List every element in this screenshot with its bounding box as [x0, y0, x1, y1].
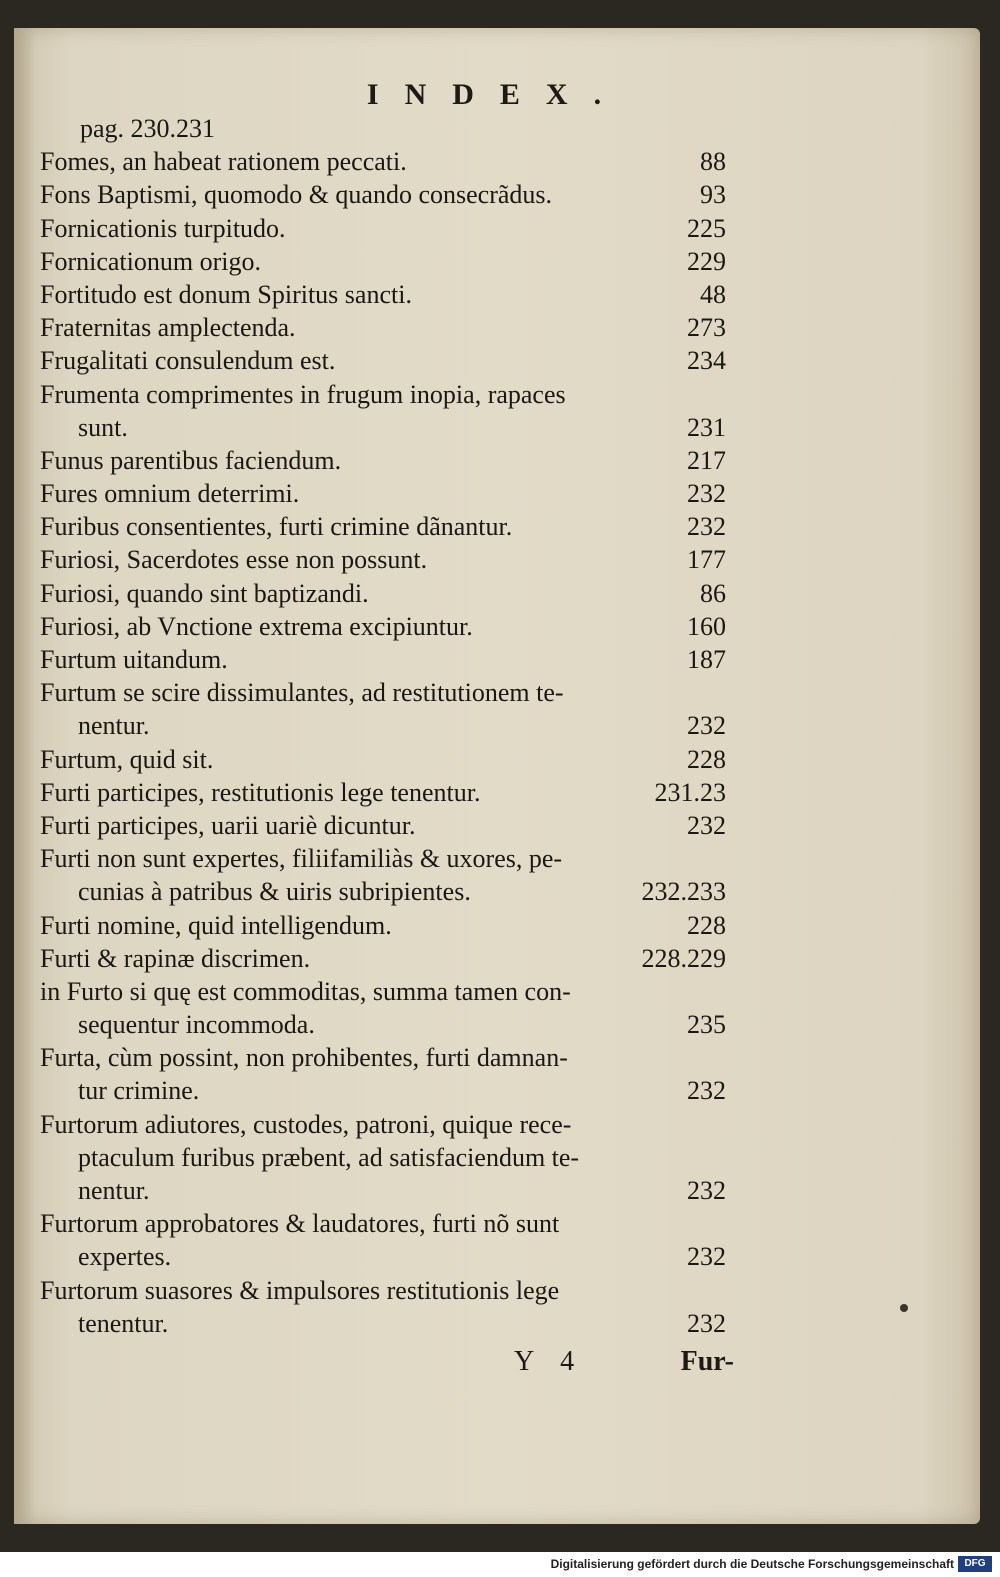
entry-text: nentur. [78, 711, 150, 741]
index-entry [40, 776, 726, 809]
index-entry [40, 378, 726, 411]
entry-text: Fons Baptismi, quomodo & quando consecrãdus. [40, 180, 553, 210]
entry-page-ref: 228 [687, 910, 726, 940]
index-entry [40, 145, 726, 178]
entry-text: tenentur. [78, 1308, 169, 1338]
funding-note: Digitalisierung gefördert durch die Deutsche Forschungsgemeinschaft [550, 1557, 954, 1571]
entry-page-ref: 232.233 [641, 877, 726, 907]
entry-text: Furtum uitandum. [40, 645, 228, 674]
entry-page-ref: 187 [687, 645, 726, 674]
index-entry [40, 344, 726, 377]
entry-page-ref: 234 [687, 346, 726, 376]
entry-text: nentur. [78, 1176, 150, 1205]
entry-text: Fures omnium deterrimi. [40, 479, 300, 509]
index-entry [40, 709, 726, 742]
entry-text: Furiosi, quando sint baptizandi. [40, 578, 369, 608]
entry-text: cunias à patribus & uiris subripientes. [78, 877, 471, 907]
entry-text: Furti participes, uarii uariè dicuntur. [40, 810, 416, 840]
entry-page-ref: 232 [687, 810, 726, 840]
entry-page-ref: 229 [687, 246, 726, 276]
entry-text: Furta, cùm possint, non prohibentes, furti damnan- [40, 1043, 568, 1073]
entry-text: Furtum se scire dissimulantes, ad restitutionem te- [40, 678, 564, 708]
entry-page-ref: 235 [687, 1010, 726, 1040]
entry-text: Fornicationum origo. [40, 246, 261, 276]
entry-page-ref: 232 [687, 1076, 726, 1106]
entry-page-ref: 228 [687, 744, 726, 774]
index-entry [40, 1274, 726, 1307]
entry-page-ref: 232 [687, 1176, 726, 1205]
index-entry [40, 278, 726, 311]
entry-text: Frumenta comprimentes in frugum inopia, rapaces [40, 379, 566, 409]
index-entry [40, 975, 726, 1008]
entry-page-ref: 231 [687, 412, 726, 442]
entry-text: Furti non sunt expertes, filiifamiliàs & uxores, pe- [40, 844, 563, 874]
entry-text: Fomes, an habeat rationem peccati. [40, 147, 407, 177]
entry-page-ref: 232 [687, 1242, 726, 1272]
entry-text: Funus parentibus faciendum. [40, 445, 342, 475]
entry-page-ref: 177 [687, 545, 726, 575]
index-entry [40, 875, 726, 908]
index-entry [40, 610, 726, 643]
entry-page-ref: 273 [687, 313, 726, 343]
index-entry [40, 1041, 726, 1074]
index-entry [40, 577, 726, 610]
catchword: Fur- [680, 1346, 734, 1377]
entry-text: Furti & rapinæ discrimen. [40, 943, 311, 973]
book-page [14, 28, 980, 1524]
index-entry [40, 1207, 726, 1240]
entry-page-ref: 86 [700, 578, 726, 608]
index-entry [40, 112, 726, 145]
index-entry [40, 909, 726, 942]
entry-page-ref: 228.229 [641, 943, 726, 973]
entry-page-ref: 232 [687, 512, 726, 542]
page-gutter-shadow [14, 28, 36, 1524]
entry-text: pag. 230.231 [80, 114, 216, 143]
entry-text: Furtorum adiutores, custodes, patroni, quique rece- [40, 1109, 572, 1139]
index-entry [40, 543, 726, 576]
entry-text: Frugalitati consulendum est. [40, 346, 336, 376]
entry-text: Furtorum approbatores & laudatores, furti nõ sunt [40, 1209, 560, 1239]
entry-page-ref: 232 [687, 479, 726, 509]
index-entry [40, 245, 726, 278]
entry-page-ref: 232 [687, 711, 726, 741]
running-head: INDEX. [366, 78, 628, 111]
index-entry [40, 809, 726, 842]
funding-banner [0, 1552, 1000, 1577]
index-entries [40, 112, 726, 1340]
index-entry [40, 643, 726, 676]
entry-text: tur crimine. [78, 1076, 200, 1106]
entry-page-ref: 160 [687, 611, 726, 641]
index-entry [40, 842, 726, 875]
entry-page-ref: 225 [687, 213, 726, 243]
entry-page-ref: 88 [700, 147, 726, 177]
index-entry [40, 444, 726, 477]
entry-text: sequentur incommoda. [78, 1010, 315, 1040]
entry-text: Furti nomine, quid intelligendum. [40, 910, 392, 940]
page-footer [514, 1346, 734, 1386]
entry-text: sunt. [78, 412, 128, 442]
entry-page-ref: 217 [687, 445, 726, 475]
index-entry [40, 1141, 726, 1174]
dfg-logo: DFG [958, 1556, 992, 1572]
entry-text: Fornicationis turpitudo. [40, 213, 286, 243]
index-entry [40, 1307, 726, 1340]
entry-page-ref: 93 [700, 180, 726, 210]
index-entry [40, 212, 726, 245]
index-entry [40, 743, 726, 776]
index-entry [40, 1074, 726, 1107]
entry-text: in Furto si quę est commoditas, summa tamen con- [40, 976, 571, 1006]
signature-mark: Y 4 [514, 1346, 585, 1377]
index-entry [40, 1008, 726, 1041]
entry-text: Furti participes, restitutionis lege tenentur. [40, 777, 481, 807]
entry-text: Furiosi, Sacerdotes esse non possunt. [40, 545, 428, 575]
index-entry [40, 1108, 726, 1141]
index-entry [40, 411, 726, 444]
index-entry [40, 942, 726, 975]
index-entry [40, 178, 726, 211]
entry-page-ref: 232 [687, 1308, 726, 1338]
index-entry [40, 1174, 726, 1207]
entry-page-ref: 231.23 [654, 777, 726, 807]
index-entry [40, 311, 726, 344]
index-entry [40, 1240, 726, 1273]
index-entry [40, 676, 726, 709]
entry-text: Furtum, quid sit. [40, 744, 214, 774]
entry-text: expertes. [78, 1242, 172, 1272]
entry-text: Furibus consentientes, furti crimine dãnantur. [40, 512, 513, 542]
ink-spot [900, 1304, 908, 1312]
entry-text: Furtorum suasores & impulsores restitutionis lege [40, 1275, 560, 1305]
entry-text: Furiosi, ab Vnctione extrema excipiuntur. [40, 611, 473, 641]
entry-text: Fortitudo est donum Spiritus sancti. [40, 279, 412, 309]
entry-text: ptaculum furibus præbent, ad satisfaciendum te- [78, 1142, 580, 1172]
entry-page-ref: 48 [700, 279, 726, 309]
entry-text: Fraternitas amplectenda. [40, 313, 296, 343]
index-entry [40, 477, 726, 510]
index-entry [40, 510, 726, 543]
